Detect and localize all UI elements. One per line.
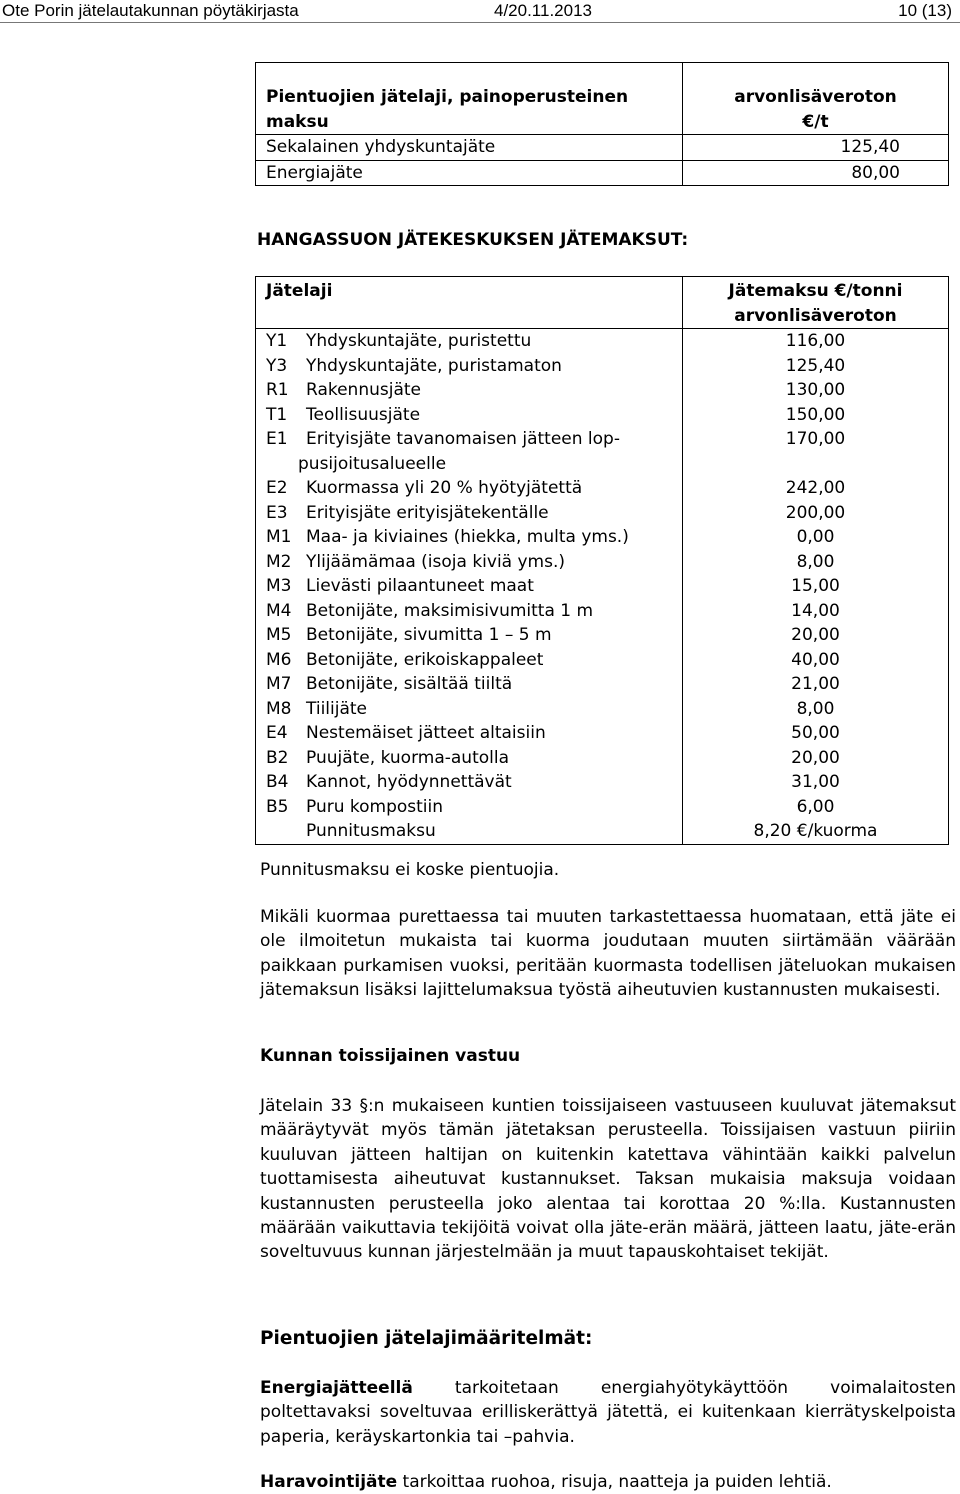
table-row bbox=[256, 574, 949, 599]
row-label-cell bbox=[256, 697, 683, 722]
row-name: Erityisjäte erityisjätekentälle bbox=[306, 502, 549, 523]
table-row bbox=[256, 378, 949, 403]
table-row bbox=[256, 770, 949, 795]
row-code: B4 bbox=[266, 772, 289, 792]
row-value-cell bbox=[683, 525, 949, 550]
document-title: Ote Porin jätelautakunnan pöytäkirjasta bbox=[2, 1, 299, 20]
row-label-cell bbox=[256, 378, 683, 403]
row-value-cell bbox=[683, 746, 949, 771]
row-name: Yhdyskuntajäte, puristettu bbox=[306, 331, 532, 351]
row-value-cell bbox=[683, 770, 949, 795]
definition-text: tarkoitetaan energiahyötykäyttöön voimalaitosten poltettavaksi soveltuvaa erilliskerättyä jätettä, ei kuitenkaan kierrätyskelpoista paperia, keräyskartonkia tai –pahvia. bbox=[260, 1378, 956, 1447]
row-value: 6,00 bbox=[796, 796, 835, 817]
row-value: 14,00 bbox=[791, 600, 840, 621]
row-label-cell bbox=[256, 770, 683, 795]
row-name: Sekalainen yhdyskuntajäte bbox=[256, 135, 683, 161]
heading-secondary-responsibility: Kunnan toissijainen vastuu bbox=[260, 1046, 521, 1066]
table-row bbox=[256, 135, 949, 161]
row-label-cell bbox=[256, 648, 683, 673]
row-label-cell bbox=[256, 329, 683, 354]
row-name: Puru kompostiin bbox=[306, 796, 444, 817]
col-header-fee-line1: Jätemaksu €/tonni bbox=[728, 281, 903, 301]
row-value-cell bbox=[683, 501, 949, 526]
row-name: Punnitusmaksu bbox=[306, 821, 436, 841]
row-label-cell bbox=[256, 599, 683, 624]
table-row bbox=[256, 501, 949, 526]
row-code: Y1 bbox=[266, 331, 288, 351]
table-row bbox=[256, 354, 949, 379]
table-row bbox=[256, 819, 949, 844]
definition-term: Haravointijäte bbox=[260, 1472, 398, 1492]
row-name: Yhdyskuntajäte, puristamaton bbox=[306, 355, 562, 376]
row-value-cell bbox=[683, 697, 949, 722]
row-name: Erityisjäte tavanomaisen jätteen lop- bbox=[306, 429, 620, 449]
row-value: 50,00 bbox=[791, 723, 840, 743]
paragraph-secondary-responsibility: Jätelain 33 §:n mukaiseen kuntien toissijaiseen vastuuseen kuuluvat jätemaksut määräytyvät myös tämän jätetaksan perusteella. Toissijaisen vastuun piiriin kuuluvan jätteen haltijan on kuitenkin katettava vähintään kaikki palvelun tuottamisesta aiheutuvat kustannukset. Taksan mukaisia maksuja voidaan kustannusten perusteella joko alentaa tai korottaa 20 %:lla. Kustannusten määrään vaikuttavia tekijöitä voivat olla jäte-erän määrä, jätteen laatu, jäte-erän soveltuvuus kunnan järjestelmään ja muut tapauskohtaiset tekijät. bbox=[260, 1096, 956, 1263]
row-value-cell bbox=[683, 329, 949, 354]
table-row bbox=[256, 550, 949, 575]
row-label-cell bbox=[256, 746, 683, 771]
row-value: 150,00 bbox=[785, 404, 846, 425]
row-value: 8,20 €/kuorma bbox=[753, 821, 878, 841]
row-value-cell bbox=[683, 550, 949, 575]
table-row bbox=[256, 427, 949, 476]
table-row bbox=[256, 721, 949, 746]
row-name: Betonijäte, maksimisivumitta 1 m bbox=[306, 600, 594, 621]
row-name: Puujäte, kuorma-autolla bbox=[306, 747, 509, 768]
row-label-cell bbox=[256, 476, 683, 501]
row-name: Lievästi pilaantuneet maat bbox=[306, 576, 534, 596]
table-row bbox=[256, 160, 949, 186]
row-name: Nestemäiset jätteet altaisiin bbox=[306, 723, 546, 743]
row-label-cell bbox=[256, 427, 683, 476]
col-header-fee bbox=[683, 277, 949, 329]
table-row bbox=[256, 329, 949, 354]
definition-energy-waste bbox=[260, 1376, 956, 1449]
row-code: M4 bbox=[266, 600, 292, 621]
row-label-cell bbox=[256, 403, 683, 428]
col-header-price bbox=[683, 63, 949, 135]
row-code: B5 bbox=[266, 796, 289, 817]
small-customer-fee-table bbox=[255, 62, 949, 186]
page-header bbox=[0, 0, 960, 24]
col-header-waste-type: Pientuojien jätelaji, painoperusteinen maksu bbox=[256, 63, 683, 135]
row-value-cell bbox=[683, 427, 949, 476]
row-value-cell bbox=[683, 354, 949, 379]
row-label-cell bbox=[256, 574, 683, 599]
row-code: M1 bbox=[266, 527, 292, 547]
table-row bbox=[256, 599, 949, 624]
table-row bbox=[256, 746, 949, 771]
document-date: 4/20.11.2013 bbox=[494, 1, 592, 20]
row-value-cell bbox=[683, 648, 949, 673]
row-label-cell bbox=[256, 819, 683, 844]
row-value: 200,00 bbox=[785, 502, 846, 523]
row-label-cell bbox=[256, 623, 683, 648]
row-name: Kuormassa yli 20 % hyötyjätettä bbox=[306, 478, 583, 498]
row-value: 21,00 bbox=[791, 674, 840, 694]
row-label-cell bbox=[256, 672, 683, 697]
table-row bbox=[256, 648, 949, 673]
row-code: E2 bbox=[266, 478, 288, 498]
col-header-fee-line2: arvonlisäveroton bbox=[734, 305, 897, 326]
row-code: M8 bbox=[266, 698, 292, 719]
row-code: M5 bbox=[266, 625, 292, 645]
row-value-cell bbox=[683, 599, 949, 624]
row-name-continued: pusijoitusalueelle bbox=[298, 453, 447, 474]
row-code: Y3 bbox=[266, 355, 288, 376]
row-value: 80,00 bbox=[683, 160, 949, 186]
table-header-row bbox=[256, 277, 949, 329]
row-name: Energiajäte bbox=[256, 160, 683, 186]
row-code: M2 bbox=[266, 551, 292, 572]
row-name: Maa- ja kiviaines (hiekka, multa yms.) bbox=[306, 527, 629, 547]
row-value: 31,00 bbox=[791, 772, 840, 792]
page-number: 10 (13) bbox=[898, 1, 952, 20]
note-weighing-fee: Punnitusmaksu ei koske pientuojia. bbox=[260, 860, 560, 880]
table-header-row bbox=[256, 63, 949, 135]
row-name: Ylijäämämaa (isoja kiviä yms.) bbox=[306, 551, 566, 572]
row-code: E1 bbox=[266, 429, 288, 449]
row-name: Rakennusjäte bbox=[306, 380, 421, 400]
row-value: 130,00 bbox=[785, 380, 846, 400]
definition-garden-waste bbox=[260, 1470, 956, 1494]
col-header-price-line2: €/t bbox=[802, 111, 829, 132]
row-code: R1 bbox=[266, 380, 289, 400]
row-label-cell bbox=[256, 550, 683, 575]
row-value: 242,00 bbox=[785, 478, 846, 498]
row-label-cell bbox=[256, 501, 683, 526]
row-code: E4 bbox=[266, 723, 288, 743]
row-name: Kannot, hyödynnettävät bbox=[306, 772, 512, 792]
row-value-cell bbox=[683, 476, 949, 501]
row-label-cell bbox=[256, 721, 683, 746]
row-code: B2 bbox=[266, 747, 289, 768]
row-value-cell bbox=[683, 623, 949, 648]
row-value-cell bbox=[683, 819, 949, 844]
col-header-waste-type: Jätelaji bbox=[256, 277, 683, 329]
definition-term: Energiajätteellä bbox=[260, 1378, 413, 1398]
table-row bbox=[256, 795, 949, 820]
row-value-cell bbox=[683, 403, 949, 428]
section-title: HANGASSUON JÄTEKESKUKSEN JÄTEMAKSUT: bbox=[257, 230, 689, 250]
row-value: 0,00 bbox=[796, 527, 835, 547]
row-name: Betonijäte, erikoiskappaleet bbox=[306, 649, 544, 670]
row-value: 170,00 bbox=[785, 429, 846, 449]
table-body bbox=[256, 329, 949, 845]
row-value: 40,00 bbox=[791, 649, 840, 670]
row-name: Betonijäte, sivumitta 1 – 5 m bbox=[306, 625, 552, 645]
table-row bbox=[256, 623, 949, 648]
row-code: M7 bbox=[266, 674, 292, 694]
row-name: Betonijäte, sisältää tiiltä bbox=[306, 674, 513, 694]
row-value-cell bbox=[683, 378, 949, 403]
row-value-cell bbox=[683, 721, 949, 746]
row-value: 125,40 bbox=[785, 355, 846, 376]
row-name: Tiilijäte bbox=[306, 698, 368, 719]
table-row bbox=[256, 697, 949, 722]
row-code: M3 bbox=[266, 576, 292, 596]
row-label-cell bbox=[256, 795, 683, 820]
row-value: 8,00 bbox=[796, 698, 835, 719]
row-name: Teollisuusjäte bbox=[306, 404, 421, 425]
table-row bbox=[256, 672, 949, 697]
row-value-cell bbox=[683, 672, 949, 697]
row-code: E3 bbox=[266, 502, 288, 523]
row-value: 116,00 bbox=[785, 331, 846, 351]
row-value: 125,40 bbox=[683, 135, 949, 161]
row-value: 8,00 bbox=[796, 551, 835, 572]
definition-text: tarkoittaa ruohoa, risuja, naatteja ja puiden lehtiä. bbox=[397, 1472, 832, 1492]
row-value: 15,00 bbox=[791, 576, 840, 596]
heading-definitions: Pientuojien jätelajimääritelmät: bbox=[260, 1328, 593, 1349]
table-row bbox=[256, 476, 949, 501]
col-header-price-line1: arvonlisäveroton bbox=[734, 87, 897, 107]
header-divider bbox=[0, 22, 960, 23]
row-value-cell bbox=[683, 795, 949, 820]
landfill-fee-table bbox=[255, 276, 949, 845]
row-code: T1 bbox=[266, 404, 288, 425]
table-row bbox=[256, 525, 949, 550]
row-value-cell bbox=[683, 574, 949, 599]
row-value: 20,00 bbox=[791, 747, 840, 768]
paragraph-sorting-fee: Mikäli kuormaa purettaessa tai muuten tarkastettaessa huomataan, että jäte ei ole ilmoitetun mukaista tai kuorma joudutaan muuten siirtämään väärään paikkaan purkamisen vuoksi, peritään kuormasta todellisen jäteluokan mukaisen jätemaksun lisäksi lajittelumaksua työstä aiheutuvien kustannusten mukaisesti. bbox=[260, 907, 956, 1001]
row-code: M6 bbox=[266, 649, 292, 670]
row-label-cell bbox=[256, 354, 683, 379]
row-label-cell bbox=[256, 525, 683, 550]
table-row bbox=[256, 403, 949, 428]
row-value: 20,00 bbox=[791, 625, 840, 645]
